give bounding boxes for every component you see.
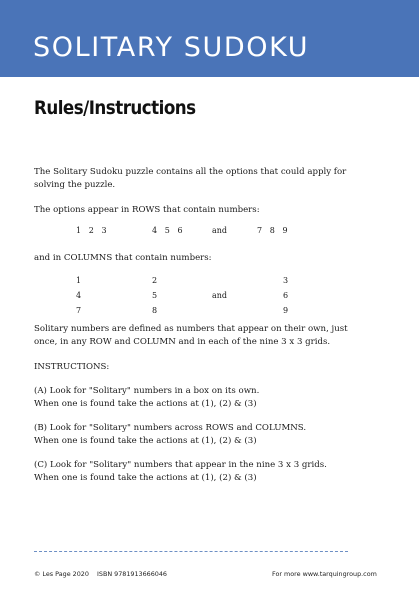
rows-group-1: 1 2 3 xyxy=(76,226,107,235)
col3-value-3: 9 xyxy=(283,306,289,315)
rows-intro: The options appear in ROWS that contain numbers: xyxy=(34,205,260,215)
intro-line-2: solving the puzzle. xyxy=(34,180,116,190)
col3-value-1: 3 xyxy=(283,276,289,285)
footer-isbn: ISBN 9781913666046 xyxy=(97,570,167,578)
col2-value-3: 8 xyxy=(152,306,158,315)
col1-value-2: 4 xyxy=(76,291,82,300)
intro-line-1: The Solitary Sudoku puzzle contains all the options that could apply for xyxy=(34,167,347,177)
solitary-definition-line-2: once, in any ROW and COLUMN and in each of the nine 3 x 3 grids. xyxy=(34,337,331,347)
instruction-c-line-2: When one is found take the actions at (1), (2) & (3) xyxy=(34,473,257,483)
header-banner xyxy=(0,0,419,77)
solitary-definition-line-1: Solitary numbers are defined as numbers that appear on their own, just xyxy=(34,324,348,334)
col2-value-2: 5 xyxy=(152,291,158,300)
footer-website: For more www.tarquingroup.com xyxy=(272,570,377,578)
instruction-c-line-1: (C) Look for "Solitary" numbers that appear in the nine 3 x 3 grids. xyxy=(34,460,327,470)
rows-connector: and xyxy=(212,226,228,235)
instruction-a-line-2: When one is found take the actions at (1), (2) & (3) xyxy=(34,399,257,409)
footer-copyright: © Les Page 2020 xyxy=(34,570,89,578)
page-heading: Rules/Instructions xyxy=(34,97,196,119)
col1-value-3: 7 xyxy=(76,306,82,315)
rows-group-2: 4 5 6 xyxy=(152,226,183,235)
columns-intro: and in COLUMNS that contain numbers: xyxy=(34,253,212,263)
instructions-title: INSTRUCTIONS: xyxy=(34,362,110,372)
instruction-b-line-2: When one is found take the actions at (1), (2) & (3) xyxy=(34,436,257,446)
instruction-b-line-1: (B) Look for "Solitary" numbers across ROWS and COLUMNS. xyxy=(34,423,307,433)
col3-value-2: 6 xyxy=(283,291,289,300)
footer-divider xyxy=(34,551,348,552)
rows-group-3: 7 8 9 xyxy=(257,226,288,235)
col2-value-1: 2 xyxy=(152,276,158,285)
instruction-a-line-1: (A) Look for "Solitary" numbers in a box on its own. xyxy=(34,386,260,396)
book-title: SOLITARY SUDOKU xyxy=(33,32,310,63)
col1-value-1: 1 xyxy=(76,276,82,285)
columns-connector: and xyxy=(212,291,228,300)
